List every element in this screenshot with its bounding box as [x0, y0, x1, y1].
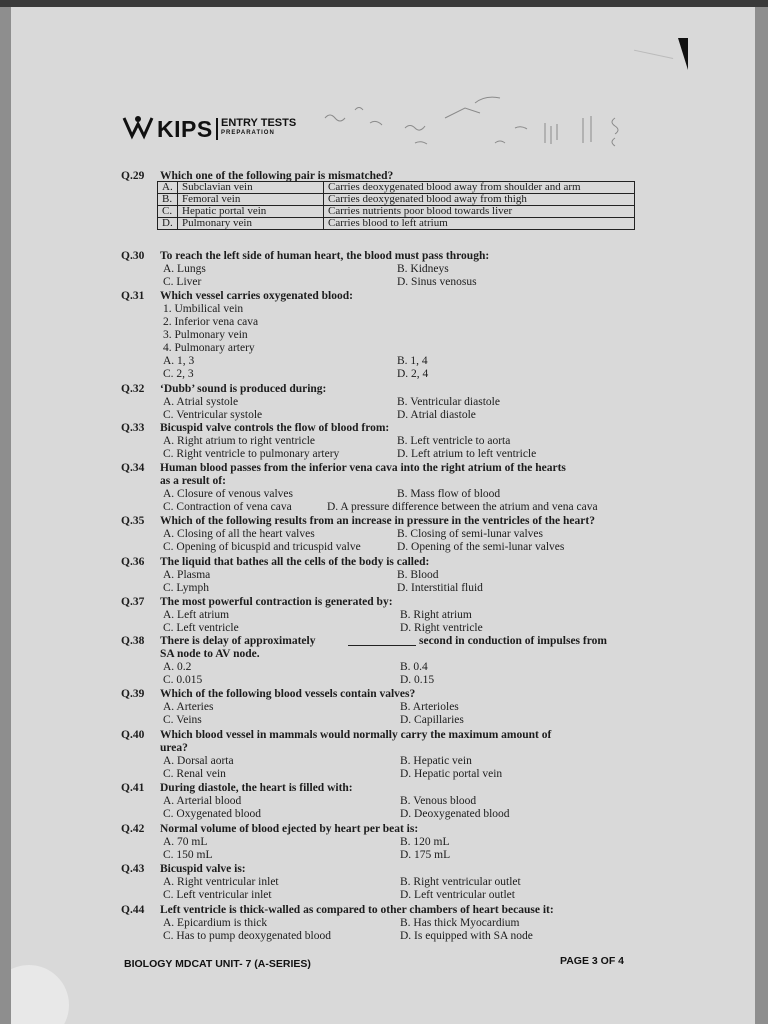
fill-in-blank — [348, 645, 416, 646]
option-label: C. — [158, 206, 178, 218]
option-d: D. Deoxygenated blood — [400, 808, 510, 820]
question-number: Q.38 — [121, 635, 145, 647]
question-text: The most powerful contraction is generated by: — [160, 596, 393, 608]
option-a: A. Closing of all the heart valves — [163, 528, 315, 540]
option-a: A. Dorsal aorta — [163, 755, 234, 767]
option-a: A. 70 mL — [163, 836, 208, 848]
option-d: D. Right ventricle — [400, 622, 483, 634]
question-text-tail: second in conduction of impulses from — [419, 635, 607, 647]
option-d: D. Left ventricular outlet — [400, 889, 515, 901]
option-a: A. Lungs — [163, 263, 206, 275]
option-a: A. Closure of venous valves — [163, 488, 293, 500]
question-number: Q.34 — [121, 462, 145, 474]
question-text: Which of the following results from an increase in pressure in the ventricles of the heart? — [160, 515, 595, 527]
option-c: C. Left ventricular inlet — [163, 889, 272, 901]
option-d: D. Capillaries — [400, 714, 464, 726]
question-text: Left ventricle is thick-walled as compared to other chambers of heart because it: — [160, 904, 554, 916]
option-d: D. Interstitial fluid — [397, 582, 483, 594]
footer-title: BIOLOGY MDCAT UNIT- 7 (A-SERIES) — [124, 958, 311, 970]
option-b: B. Kidneys — [397, 263, 449, 275]
table-row — [158, 182, 635, 194]
option-b: B. 1, 4 — [397, 355, 428, 367]
question-text: There is delay of approximately — [160, 635, 316, 647]
mismatch-table — [157, 181, 635, 230]
option-b: B. Venous blood — [400, 795, 477, 807]
option-a: A. Atrial systole — [163, 396, 239, 408]
option-label: B. — [158, 194, 178, 206]
logo-subtagline: PREPARATION — [221, 130, 275, 136]
question-number: Q.40 — [121, 729, 145, 741]
option-label: A. — [158, 182, 178, 194]
option-a: A. Right ventricular inlet — [163, 876, 279, 888]
corner-marker-icon — [678, 38, 688, 70]
option-label: D. — [158, 218, 178, 230]
logo-name: KIPS — [157, 116, 213, 142]
vessel-name: Hepatic portal vein — [178, 206, 324, 218]
option-d: D. Opening of the semi-lunar valves — [397, 541, 565, 553]
question-text: ‘Dubb’ sound is produced during: — [160, 383, 327, 395]
question-number: Q.39 — [121, 688, 145, 700]
option-c: C. Has to pump deoxygenated blood — [163, 930, 332, 942]
question-number: Q.42 — [121, 823, 145, 835]
option-a: A. Arteries — [163, 701, 214, 713]
question-text-continued: urea? — [160, 742, 188, 754]
option-b: B. Closing of semi-lunar valves — [397, 528, 543, 540]
option-c: C. Opening of bicuspid and tricuspid valve — [163, 541, 361, 553]
option-b: B. Arterioles — [400, 701, 459, 713]
question-text: To reach the left side of human heart, the blood must pass through: — [160, 250, 490, 262]
question-number: Q.35 — [121, 515, 145, 527]
option-b: B. Has thick Myocardium — [400, 917, 520, 929]
vessel-name: Subclavian vein — [178, 182, 324, 194]
question-number: Q.29 — [121, 170, 145, 182]
option-c: C. 150 mL — [163, 849, 213, 861]
option-c: C. Veins — [163, 714, 202, 726]
option-c: C. Left ventricle — [163, 622, 239, 634]
option-b: B. Right ventricular outlet — [400, 876, 521, 888]
question-number: Q.44 — [121, 904, 145, 916]
question-number: Q.43 — [121, 863, 145, 875]
option-c: C. Oxygenated blood — [163, 808, 262, 820]
page-number: PAGE 3 OF 4 — [560, 955, 624, 967]
question-number: Q.33 — [121, 422, 145, 434]
option-c: C. Ventricular systole — [163, 409, 263, 421]
question-text: During diastole, the heart is filled with: — [160, 782, 353, 794]
vessel-description: Carries blood to left atrium — [324, 218, 635, 230]
list-item: 4. Pulmonary artery — [163, 342, 255, 354]
option-c: C. Contraction of vena cava — [163, 501, 292, 513]
logo-tagline: ENTRY TESTS — [221, 117, 297, 129]
option-a: A. Arterial blood — [163, 795, 242, 807]
question-text: Which blood vessel in mammals would normally carry the maximum amount of — [160, 729, 552, 741]
table-row — [158, 218, 635, 230]
page-corner-shadow — [11, 965, 69, 1024]
question-number: Q.31 — [121, 290, 145, 302]
list-item: 1. Umbilical vein — [163, 303, 244, 315]
option-a: A. 0.2 — [163, 661, 192, 673]
table-row — [158, 206, 635, 218]
question-text-continued: SA node to AV node. — [160, 648, 260, 660]
list-item: 2. Inferior vena cava — [163, 316, 259, 328]
option-b: B. Left ventricle to aorta — [397, 435, 511, 447]
option-d: D. Left atrium to left ventricle — [397, 448, 537, 460]
option-b: B. Hepatic vein — [400, 755, 472, 767]
question-text: The liquid that bathes all the cells of the body is called: — [160, 556, 430, 568]
vessel-description: Carries deoxygenated blood away from shoulder and arm — [324, 182, 635, 194]
question-number: Q.36 — [121, 556, 145, 568]
logo-divider — [216, 118, 218, 140]
option-b: B. Blood — [397, 569, 439, 581]
question-number: Q.37 — [121, 596, 145, 608]
option-d: D. Atrial diastole — [397, 409, 476, 421]
handwritten-noise — [315, 88, 635, 163]
vessel-description: Carries deoxygenated blood away from thigh — [324, 194, 635, 206]
table-row — [158, 194, 635, 206]
kips-emblem-icon — [121, 114, 155, 140]
question-text: Bicuspid valve controls the flow of blood from: — [160, 422, 390, 434]
question-text: Bicuspid valve is: — [160, 863, 246, 875]
question-number: Q.32 — [121, 383, 145, 395]
list-item: 3. Pulmonary vein — [163, 329, 248, 341]
option-c: C. Liver — [163, 276, 202, 288]
vessel-name: Pulmonary vein — [178, 218, 324, 230]
option-d: D. 0.15 — [400, 674, 435, 686]
option-d: D. 175 mL — [400, 849, 451, 861]
option-d: D. Sinus venosus — [397, 276, 477, 288]
option-a: A. Plasma — [163, 569, 211, 581]
vessel-name: Femoral vein — [178, 194, 324, 206]
option-d: D. 2, 4 — [397, 368, 429, 380]
option-b: B. 120 mL — [400, 836, 450, 848]
option-c: C. Right ventricle to pulmonary artery — [163, 448, 340, 460]
option-a: A. Right atrium to right ventricle — [163, 435, 316, 447]
option-d: D. A pressure difference between the atrium and vena cava — [327, 501, 598, 513]
question-text: Which of the following blood vessels contain valves? — [160, 688, 416, 700]
option-c: C. 2, 3 — [163, 368, 194, 380]
vessel-description: Carries nutrients poor blood towards liver — [324, 206, 635, 218]
option-c: C. Lymph — [163, 582, 210, 594]
option-c: C. Renal vein — [163, 768, 226, 780]
option-b: B. Right atrium — [400, 609, 472, 621]
option-c: C. 0.015 — [163, 674, 203, 686]
question-text: Human blood passes from the inferior vena cava into the right atrium of the hearts — [160, 462, 566, 474]
option-d: D. Is equipped with SA node — [400, 930, 533, 942]
option-a: A. 1, 3 — [163, 355, 195, 367]
question-number: Q.41 — [121, 782, 145, 794]
option-b: B. 0.4 — [400, 661, 428, 673]
option-b: B. Ventricular diastole — [397, 396, 500, 408]
question-text: Normal volume of blood ejected by heart per beat is: — [160, 823, 419, 835]
top-edge-bar — [0, 0, 768, 7]
kips-logo — [115, 108, 315, 144]
question-text: Which vessel carries oxygenated blood: — [160, 290, 353, 302]
question-text-continued: as a result of: — [160, 475, 226, 487]
option-b: B. Mass flow of blood — [397, 488, 501, 500]
option-a: A. Epicardium is thick — [163, 917, 268, 929]
question-text: Which one of the following pair is mismatched? — [160, 170, 394, 182]
option-a: A. Left atrium — [163, 609, 230, 621]
option-d: D. Hepatic portal vein — [400, 768, 503, 780]
question-number: Q.30 — [121, 250, 145, 262]
